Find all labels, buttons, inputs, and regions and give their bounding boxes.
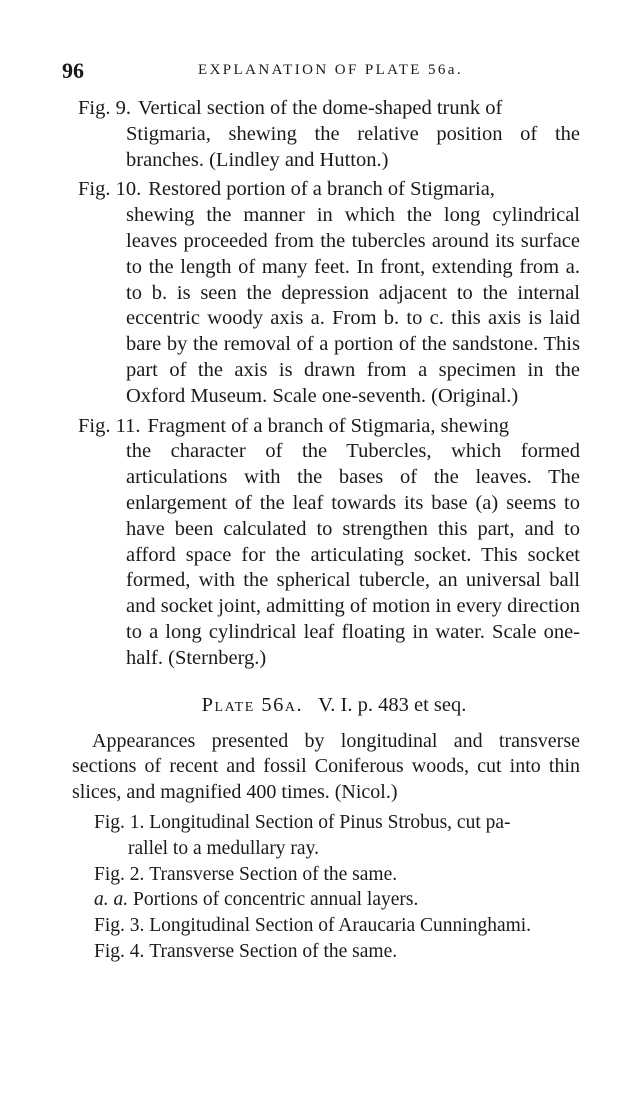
- fig-label: Fig. 10.: [78, 178, 142, 201]
- plate-label: Plate 56a.: [201, 693, 304, 716]
- fig-label: Fig. 4.: [94, 940, 145, 962]
- page-number: 96: [62, 58, 84, 83]
- figure-caption-1: [94, 810, 564, 862]
- fig-text-continuation: the character of the Tubercles, which formed articulations with the bases of the leaves. The enlargement of the leaf towards its base (a) seems to have been calculated to strengthen this part, and to afford space for the articulating socket. This socket formed, with the spherical tubercle, an universal ball and socket joint, admitting of motion in every direction to a long cylindrical leaf floating in water. Scale one-half. (Sternberg.): [126, 440, 580, 669]
- fig-label: Fig. 1.: [94, 811, 145, 833]
- fig-label: a. a.: [94, 889, 129, 911]
- fig-text-first-line: Vertical section of the dome-shaped trunk of: [137, 97, 503, 119]
- figure-caption-11: [78, 414, 580, 672]
- fig-text-first-line: Longitudinal Section of Pinus Strobus, cut pa-: [149, 811, 511, 833]
- plate-heading: [0, 694, 628, 717]
- fig-text-first-line: Restored portion of a branch of Stigmaria,: [148, 178, 495, 201]
- figure-caption-3: [94, 913, 564, 939]
- page-content: [0, 96, 628, 965]
- running-title: EXPLANATION OF PLATE 56a.: [198, 62, 463, 78]
- figure-caption-10: [78, 177, 580, 409]
- fig-text-continuation: Stigmaria, shewing the relative position of the branches. (Lindley and Hutton.): [126, 122, 580, 171]
- plate-reference: V. I. p. 483 et seq.: [318, 693, 467, 716]
- fig-label: Fig. 11.: [78, 414, 141, 437]
- fig-text-first-line: Transverse Section of the same.: [149, 863, 398, 885]
- fig-label: Fig. 3.: [94, 915, 145, 937]
- fig-text-first-line: Longitudinal Section of Araucaria Cunninghami.: [149, 915, 532, 937]
- fig-text-first-line: Transverse Section of the same.: [149, 940, 398, 962]
- annotation-a-a: [94, 887, 564, 913]
- plate-intro-paragraph: Appearances presented by longitudinal and transverse sections of recent and fossil Coniferous woods, cut into thin slices, and magnified 400 times. (Nicol.): [72, 729, 580, 804]
- figure-caption-4: [94, 939, 564, 965]
- page-header: [0, 58, 628, 88]
- fig-text-first-line: Fragment of a branch of Stigmaria, shewing: [147, 414, 509, 437]
- figure-caption-9: [78, 96, 580, 173]
- fig-text-first-line: Portions of concentric annual layers.: [133, 889, 419, 911]
- figure-caption-2: [94, 862, 564, 888]
- fig-text-continuation: shewing the manner in which the long cylindrical leaves proceeded from the tubercles around its surface to the length of many feet. In front, extending from a. to b. is seen the depression adjacent to the internal eccentric woody axis a. From b. to c. this axis is laid bare by the removal of a portion of the sandstone. This part of the axis is drawn from a specimen in the Oxford Museum. Scale one-seventh. (Original.): [126, 204, 580, 407]
- fig-label: Fig. 9.: [78, 97, 131, 119]
- fig-text-continuation: rallel to a medullary ray.: [128, 837, 319, 859]
- fig-label: Fig. 2.: [94, 863, 145, 885]
